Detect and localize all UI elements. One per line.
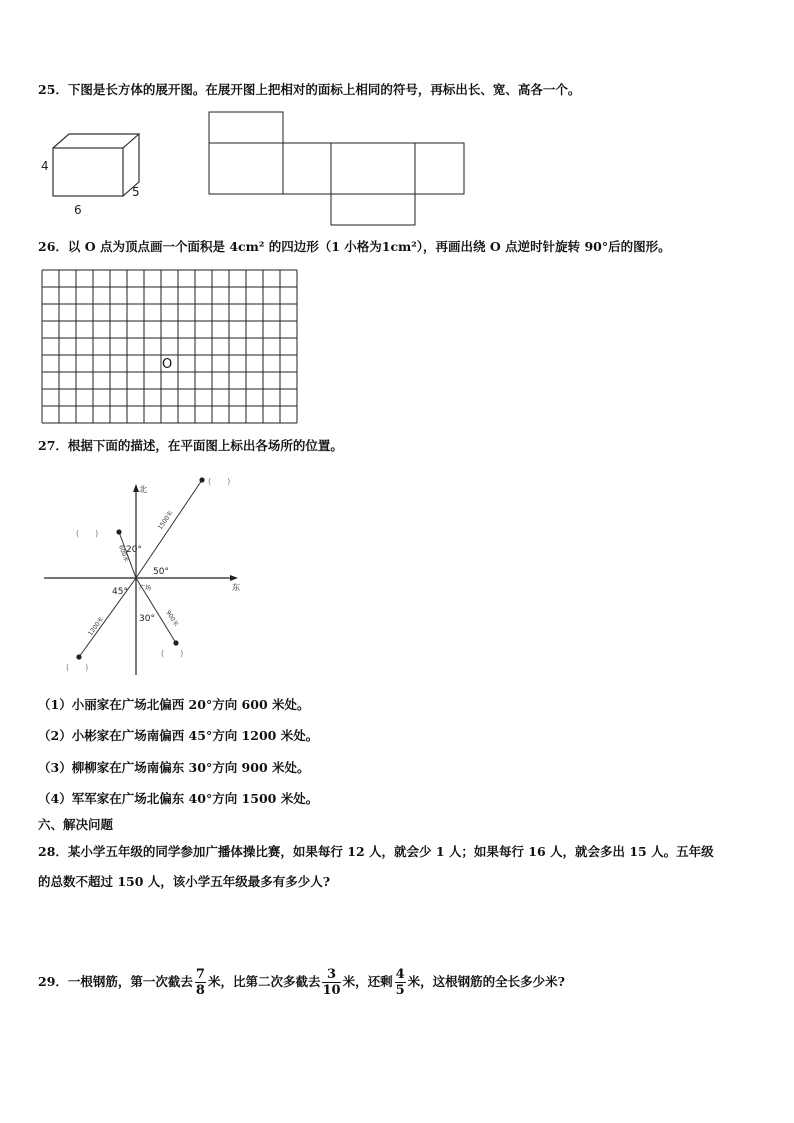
fraction-4-5-denominator: 5	[395, 983, 405, 998]
fraction-3-10-numerator: 3	[322, 967, 340, 983]
blank-southeast: ( )	[161, 649, 184, 658]
item-3: （3）柳柳家在广场南偏东 30°方向 900 米处。	[38, 760, 310, 775]
question-26-text: 26．以 O 点为顶点画一个面积是 4cm² 的四边形（1 小格为1cm²），再画出绕 O 点逆时针旋转 90°后的图形。	[38, 239, 671, 254]
q29-part4: 米，这根钢筋的全长多少米?	[407, 974, 565, 989]
fraction-4-5-numerator: 4	[395, 967, 405, 982]
question-29-text	[38, 962, 565, 1002]
square-grid	[40, 268, 302, 426]
fraction-3-10-denominator: 10	[322, 983, 341, 998]
blank-northwest: ( )	[76, 529, 99, 538]
fraction-4-5	[395, 967, 406, 998]
fraction-3-10	[322, 967, 340, 998]
item-4: （4）军军家在广场北偏东 40°方向 1500 米处。	[38, 791, 319, 806]
angle-30-label: 30°	[139, 614, 155, 624]
north-label: 北	[139, 485, 147, 494]
question-27-text: 27．根据下面的描述，在平面图上标出各场所的位置。	[38, 438, 343, 453]
square-label: 广场	[139, 585, 152, 592]
direction-map	[36, 470, 256, 680]
blank-southwest: ( )	[66, 663, 89, 672]
question-28-line2: 的总数不超过 150 人，该小学五年级最多有多少人?	[38, 874, 331, 889]
q29-part1: 29．一根钢筋，第一次截去	[38, 974, 193, 989]
section-6-heading: 六、解决问题	[38, 817, 114, 832]
q29-part3: 米，还剩	[342, 974, 393, 989]
question-25-text: 25．下图是长方体的展开图。在展开图上把相对的面标上相同的符号，再标出长、宽、高各一个。	[38, 82, 581, 97]
item-1: （1）小丽家在广场北偏西 20°方向 600 米处。	[38, 697, 310, 712]
cuboid-net	[205, 108, 470, 230]
item-2: （2）小彬家在广场南偏西 45°方向 1200 米处。	[38, 728, 319, 743]
angle-20-label: 20°	[126, 545, 142, 555]
fraction-7-8	[195, 967, 206, 998]
point-o-label: O	[162, 357, 173, 372]
q29-part2: 米，比第二次多截去	[207, 974, 321, 989]
cuboid-height-label: 4	[41, 159, 49, 173]
cuboid-figure	[36, 128, 146, 220]
angle-45-label: 45°	[112, 587, 128, 597]
blank-northeast: ( )	[208, 477, 231, 486]
distance-1200-label: 1200米	[86, 615, 106, 638]
angle-50-label: 50°	[153, 567, 169, 577]
distance-600-label: 600米	[117, 544, 130, 564]
fraction-7-8-denominator: 8	[195, 983, 205, 998]
distance-1500-label: 1500米	[156, 509, 175, 532]
fraction-7-8-numerator: 7	[195, 967, 205, 982]
distance-900-label: 900米	[164, 609, 180, 628]
cuboid-width-label: 5	[132, 185, 140, 199]
question-28-line1: 28．某小学五年级的同学参加广播体操比赛，如果每行 12 人，就会少 1 人；如果每行 16 人，就会多出 15 人。五年级	[38, 844, 714, 859]
east-label: 东	[232, 583, 240, 592]
cuboid-length-label: 6	[74, 203, 82, 217]
